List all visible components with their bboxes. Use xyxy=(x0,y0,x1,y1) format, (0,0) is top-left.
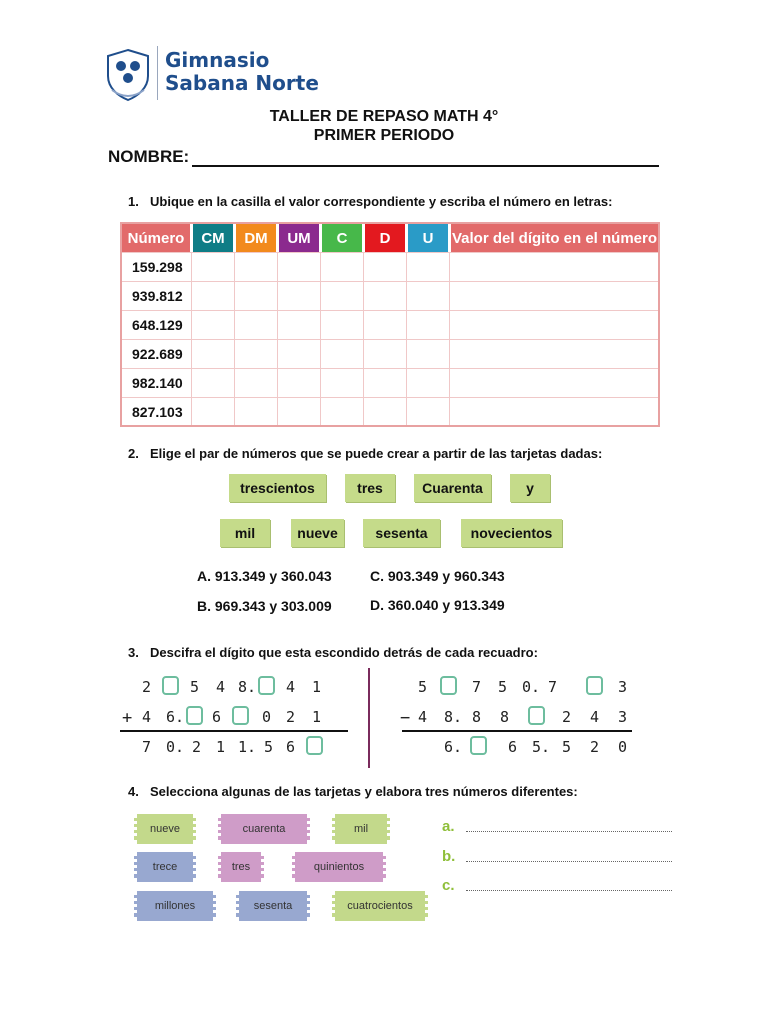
question-1-text: Ubique en la casilla el valor correspondiente y escriba el número en letras: xyxy=(150,194,613,209)
digit: 7 xyxy=(142,738,152,756)
answer-b-label: b. xyxy=(442,848,456,865)
digit: 2 xyxy=(142,678,152,696)
digit: 8 xyxy=(500,708,510,726)
school-logo xyxy=(104,46,152,102)
card-tres: tres xyxy=(345,474,395,502)
digit: 0 xyxy=(618,738,628,756)
table-row[interactable] xyxy=(122,397,658,427)
hidden-digit-box[interactable] xyxy=(258,676,275,695)
digit: 1 xyxy=(312,678,322,696)
row-number: 922.689 xyxy=(132,346,183,362)
hidden-digit-box[interactable] xyxy=(586,676,603,695)
digit: 5 xyxy=(190,678,200,696)
table-row[interactable] xyxy=(122,310,658,340)
digit: 7 xyxy=(472,678,482,696)
digit: 5 xyxy=(418,678,428,696)
header-c: C xyxy=(322,224,362,252)
header-d: D xyxy=(365,224,405,252)
answer-a-line[interactable] xyxy=(466,830,672,832)
question-2-text: Elige el par de números que se puede crear a partir de las tarjetas dadas: xyxy=(150,446,603,461)
school-name xyxy=(165,49,319,95)
question-3 xyxy=(128,645,538,660)
table-row[interactable] xyxy=(122,252,658,282)
card-cuarenta: Cuarenta xyxy=(414,474,491,502)
row-number: 982.140 xyxy=(132,375,183,391)
hidden-digit-box[interactable] xyxy=(186,706,203,725)
digit: 8 xyxy=(472,708,482,726)
row-number: 939.812 xyxy=(132,288,183,304)
tag-quinientos: quinientos xyxy=(292,852,386,882)
school-name-line2: Sabana Norte xyxy=(165,71,319,95)
digit: 4 xyxy=(216,678,226,696)
addition-problem xyxy=(120,672,350,764)
digit: 2 xyxy=(286,708,296,726)
header-cm: CM xyxy=(193,224,233,252)
row-number: 827.103 xyxy=(132,404,183,420)
table-row[interactable] xyxy=(122,368,658,398)
digit: 3 xyxy=(618,708,628,726)
digit: 8. xyxy=(444,708,463,726)
digit: 4 xyxy=(286,678,296,696)
digit: 5. xyxy=(532,738,551,756)
header-dm: DM xyxy=(236,224,276,252)
name-input-line[interactable] xyxy=(192,165,659,167)
tag-mil: mil xyxy=(332,814,390,844)
row-number: 159.298 xyxy=(132,259,183,275)
digit: 5 xyxy=(264,738,274,756)
table-row[interactable] xyxy=(122,339,658,369)
answer-b-line[interactable] xyxy=(466,860,672,862)
tag-cuatrocientos: cuatrocientos xyxy=(332,891,428,921)
digit: 1 xyxy=(312,708,322,726)
hidden-digit-box[interactable] xyxy=(470,736,487,755)
digit: 7 xyxy=(548,678,558,696)
tag-trece: trece xyxy=(134,852,196,882)
tag-cuarenta: cuarenta xyxy=(218,814,310,844)
question-4-number: 4. xyxy=(128,784,139,799)
question-1-number: 1. xyxy=(128,194,139,209)
digit: 6 xyxy=(286,738,296,756)
name-label: NOMBRE: xyxy=(108,147,190,166)
header-um: UM xyxy=(279,224,319,252)
row-number: 648.129 xyxy=(132,317,183,333)
card-y: y xyxy=(510,474,550,502)
hidden-digit-box[interactable] xyxy=(440,676,457,695)
plus-sign: + xyxy=(122,708,133,728)
header-valor: Valor del dígito en el número xyxy=(451,224,658,252)
hidden-digit-box[interactable] xyxy=(528,706,545,725)
digit: 6. xyxy=(444,738,463,756)
tag-nueve: nueve xyxy=(134,814,196,844)
worksheet-subtitle: PRIMER PERIODO xyxy=(313,127,455,144)
problem-divider xyxy=(368,668,370,768)
header-numero: Número xyxy=(122,224,190,252)
card-trescientos: trescientos xyxy=(229,474,326,502)
digit: 2 xyxy=(562,708,572,726)
digit: 1. xyxy=(238,738,257,756)
digit: 8. xyxy=(238,678,257,696)
digit: 2 xyxy=(590,738,600,756)
worksheet-title: TALLER DE REPASO MATH 4° xyxy=(269,108,499,125)
card-nueve: nueve xyxy=(291,519,344,547)
question-2-number: 2. xyxy=(128,446,139,461)
card-novecientos: novecientos xyxy=(461,519,562,547)
question-4 xyxy=(128,784,578,799)
option-c[interactable]: C. 903.349 y 960.343 xyxy=(370,568,505,584)
digit: 0. xyxy=(522,678,541,696)
hidden-digit-box[interactable] xyxy=(162,676,179,695)
digit: 6. xyxy=(166,708,185,726)
option-d[interactable]: D. 360.040 y 913.349 xyxy=(370,597,505,613)
question-3-text: Descifra el dígito que esta escondido detrás de cada recuadro: xyxy=(150,645,538,660)
place-value-table xyxy=(120,222,660,427)
subtraction-problem xyxy=(398,672,638,764)
question-1 xyxy=(128,194,612,209)
digit: 0. xyxy=(166,738,185,756)
tag-millones: millones xyxy=(134,891,216,921)
card-mil: mil xyxy=(220,519,270,547)
digit: 4 xyxy=(142,708,152,726)
tag-sesenta: sesenta xyxy=(236,891,310,921)
digit: 1 xyxy=(216,738,226,756)
question-4-text: Selecciona algunas de las tarjetas y elabora tres números diferentes: xyxy=(150,784,578,799)
hidden-digit-box[interactable] xyxy=(232,706,249,725)
digit: 4 xyxy=(590,708,600,726)
card-sesenta: sesenta xyxy=(363,519,440,547)
difference-line xyxy=(402,730,632,732)
hidden-digit-box[interactable] xyxy=(306,736,323,755)
digit: 3 xyxy=(618,678,628,696)
answer-c-label: c. xyxy=(442,877,455,894)
digit: 0 xyxy=(262,708,272,726)
digit: 6 xyxy=(212,708,222,726)
answer-a-label: a. xyxy=(442,818,455,835)
school-name-line1: Gimnasio xyxy=(165,48,270,72)
answer-c-line[interactable] xyxy=(466,889,672,891)
header-u: U xyxy=(408,224,448,252)
option-a[interactable]: A. 913.349 y 360.043 xyxy=(197,568,332,584)
digit: 6 xyxy=(508,738,518,756)
digit: 5 xyxy=(498,678,508,696)
digit: 5 xyxy=(562,738,572,756)
option-b[interactable]: B. 969.343 y 303.009 xyxy=(197,598,332,614)
tag-tres: tres xyxy=(218,852,264,882)
minus-sign: − xyxy=(400,708,411,728)
table-row[interactable] xyxy=(122,281,658,311)
question-3-number: 3. xyxy=(128,645,139,660)
logo-divider xyxy=(157,46,158,100)
sum-line xyxy=(120,730,348,732)
question-2 xyxy=(128,446,602,461)
digit: 2 xyxy=(192,738,202,756)
digit: 4 xyxy=(418,708,428,726)
